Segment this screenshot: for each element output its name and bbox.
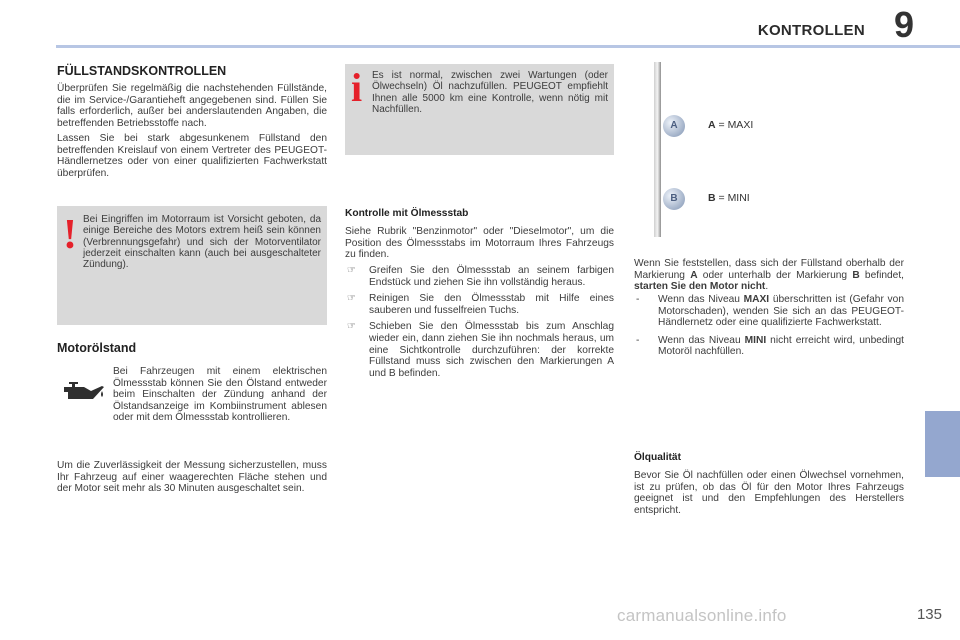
check-paragraph: Lassen Sie bei stark abgesunkenem Füllstand den betreffenden Kreislauf von einem Vertreter des PEUGEOT-Händlernetzes oder von einer qualifizierten Fachwerkstatt überprüfen. bbox=[57, 133, 327, 179]
info-icon: i bbox=[351, 65, 363, 110]
hand-pointer-icon: ☞ bbox=[347, 321, 356, 333]
dash-marker: - bbox=[636, 334, 640, 346]
list-item: - Wenn das Niveau MAXI überschritten ist (Gefahr von Motorschaden), wenden Sie sich an das PEUGEOT-Händlernetz oder eine qualifizierte Fachwerkstatt. bbox=[636, 294, 904, 329]
chapter-title: KONTROLLEN bbox=[757, 22, 865, 39]
oil-level-heading-wrap bbox=[57, 341, 327, 355]
dipstick-illustration bbox=[640, 62, 690, 237]
section-heading bbox=[57, 64, 327, 78]
list-item bbox=[345, 293, 614, 316]
dipstick-heading: Kontrolle mit Ölmessstab bbox=[345, 208, 469, 219]
intro-paragraph: Überprüfen Sie regelmäßig die nachstehenden Füllstände, die im Service-/Garantieheft angegebenen sind. Füllen Sie falls erforderlich, außer bei anderslautenden Angaben, die betreffenden Betriebsstoffe nach. bbox=[57, 83, 327, 129]
level-actions-list bbox=[634, 294, 904, 364]
hand-pointer-icon: ☞ bbox=[347, 293, 356, 305]
warning-text: Bei Eingriffen im Motorraum ist Vorsicht geboten, da einige Bereiche des Motors extrem heiß sein können (Verbrennungsgefahr) und sich der Motorventilator jederzeit einschalten kann (auch bei ausgeschalteter Zündung). bbox=[83, 214, 321, 271]
oil-level-heading: Motorölstand bbox=[57, 341, 137, 355]
step-text: Greifen Sie den Ölmessstab an seinem farbigen Endstück und ziehen Sie ihn vollständig heraus. bbox=[369, 265, 614, 288]
step-text: Reinigen Sie den Ölmessstab mit Hilfe eines sauberen und fusselfreien Tuchs. bbox=[369, 293, 614, 316]
label-maxi: A = MAXI bbox=[708, 119, 754, 131]
oil-can-icon bbox=[58, 375, 106, 411]
dipstick-intro: Siehe Rubrik "Benzinmotor" oder "Dieselmotor", um die Position des Ölmessstabs im Motorraum Ihres Fahrzeugs zu finden. bbox=[345, 226, 614, 261]
warning-box bbox=[57, 206, 327, 325]
dash-marker: - bbox=[636, 294, 640, 305]
page-number: 135 bbox=[916, 606, 942, 623]
list-item: - Wenn das Niveau MINI nicht erreicht wird, unbedingt Motoröl nachfüllen. bbox=[636, 334, 904, 358]
list-item bbox=[345, 265, 614, 288]
info-text: Es ist normal, zwischen zwei Wartungen (oder Ölwechseln) Öl nachzufüllen. PEUGEOT empfiehlt Ihnen alle 5000 km eine Kontrolle, wenn nötig mit Nachfüllen. bbox=[372, 70, 608, 115]
hand-pointer-icon: ☞ bbox=[347, 265, 356, 276]
step-text: Schieben Sie den Ölmessstab bis zum Anschlag wieder ein, dann ziehen Sie ihn nochmals heraus, um eine Sichtkontrolle durchzuführen: der korrekte Füllstand muss sich zwischen den Markierungen A und B befinden. bbox=[369, 321, 614, 379]
marker-b-icon bbox=[663, 188, 685, 210]
label-mini: B = MINI bbox=[708, 192, 750, 204]
marker-a-icon bbox=[663, 115, 685, 137]
marker-a-letter: A bbox=[670, 120, 678, 131]
oil-quality-heading: Ölqualität bbox=[634, 452, 681, 463]
levels-heading: FÜLLSTANDSKONTROLLEN bbox=[57, 64, 227, 78]
chapter-number: 9 bbox=[893, 4, 915, 45]
oil-quality-text: Bevor Sie Öl nachfüllen oder einen Ölwechsel vornehmen, ist zu prüfen, ob das Öl für den Motor Ihres Fahrzeugs geeignet ist und den Empfehlungen des Herstellers entspricht. bbox=[634, 470, 904, 516]
dipstick-steps bbox=[345, 265, 614, 384]
marker-b-letter: B bbox=[670, 193, 678, 204]
measurement-paragraph: Um die Zuverlässigkeit der Messung sicherzustellen, muss Ihr Fahrzeug auf einer waagerechten Fläche stehen und der Motor seit mehr als 30 Minuten ausgeschaltet sein. bbox=[57, 460, 327, 495]
warning-icon: ! bbox=[63, 212, 77, 258]
header-rule bbox=[56, 45, 960, 48]
level-warning-paragraph: Wenn Sie feststellen, dass sich der Füllstand oberhalb der Markierung A oder unterhalb der Markierung B befindet, starten Sie den Motor nicht. bbox=[634, 258, 904, 293]
info-box bbox=[345, 64, 614, 155]
chapter-side-tab bbox=[925, 411, 960, 477]
watermark: carmanualsonline.info bbox=[617, 606, 787, 625]
list-item bbox=[345, 321, 614, 379]
oil-gauge-text: Bei Fahrzeugen mit einem elektrischen Ölmessstab können Sie den Ölstand entweder beim Einschalten der Zündung anhand der Ölstandsanzeige im Kombiinstrument ablesen oder mit dem Ölmessstab kontrollieren. bbox=[113, 366, 327, 424]
